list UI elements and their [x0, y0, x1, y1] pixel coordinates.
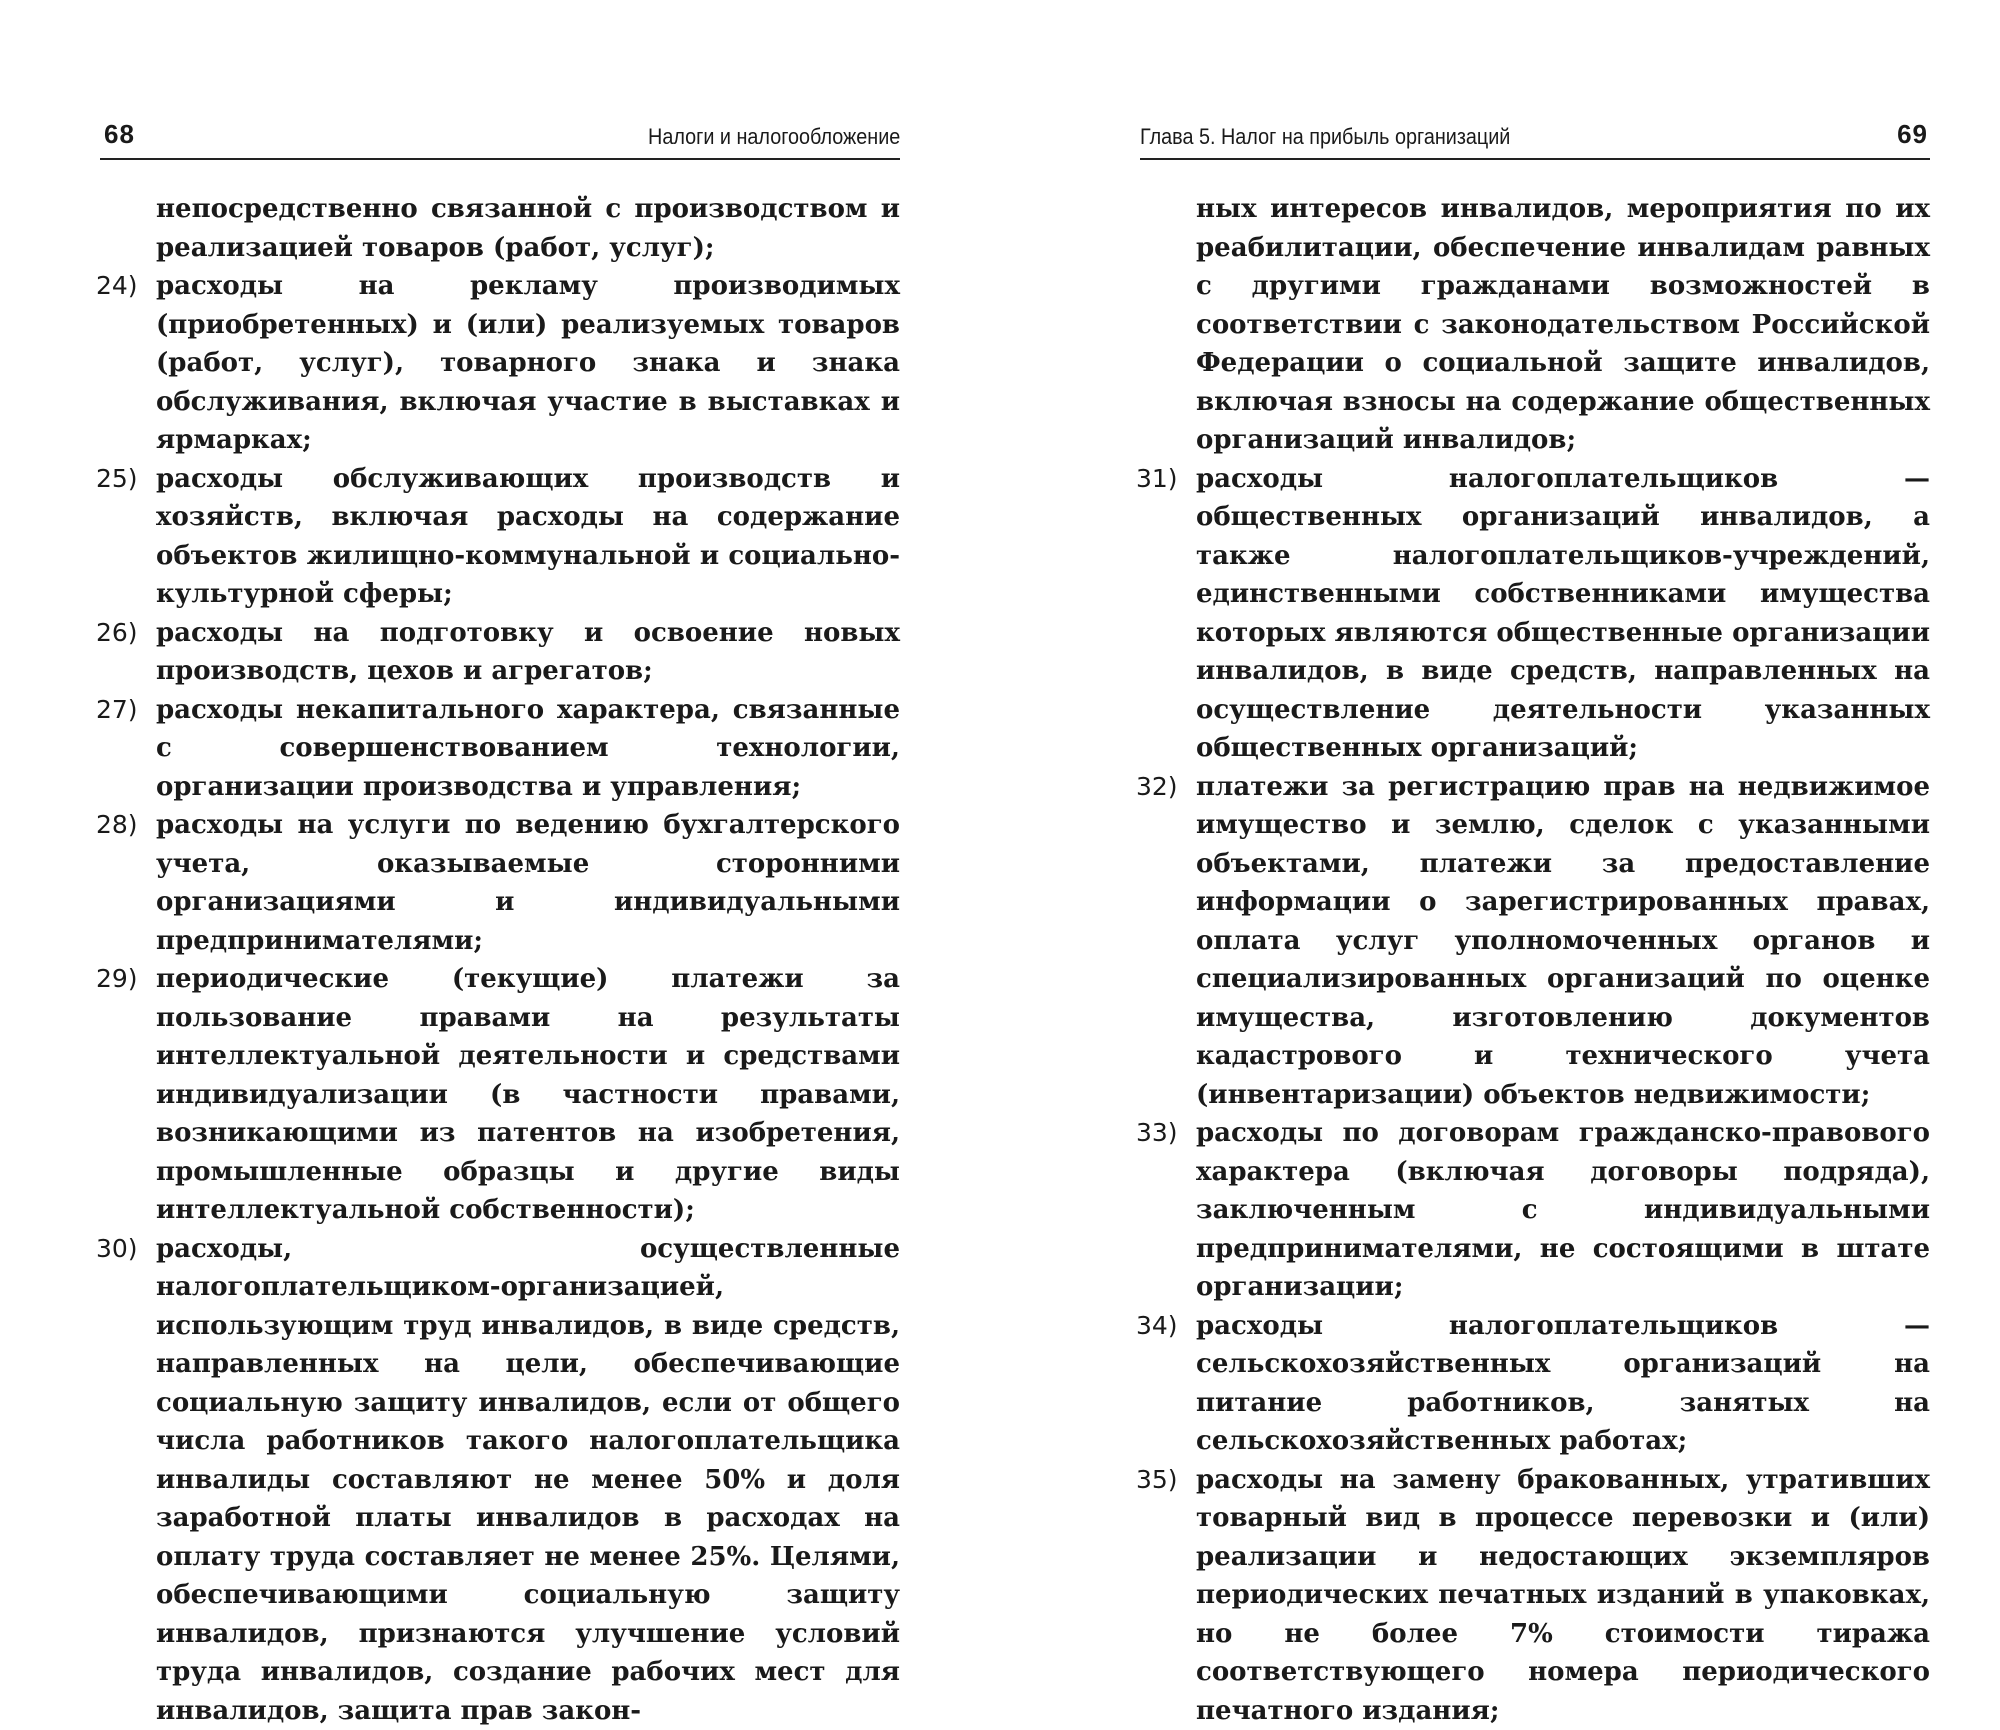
list-item: [1140, 768, 1930, 1115]
item-text: расходы на рекламу производимых (приобретенных) и (или) реализуемых товаров (работ, услуг), товарного знака и знака обслуживания, включая участие в выставках и ярмарках;: [156, 271, 900, 455]
item-number: 30): [96, 1230, 138, 1269]
item-text: расходы налогоплательщиков — сельскохозяйственных организаций на питание работников, занятых на сельскохозяйственных работах;: [1196, 1311, 1930, 1457]
right-running-head: [1140, 112, 1930, 160]
item-number: 32): [1136, 768, 1178, 807]
list-item: [100, 806, 900, 960]
left-page: [100, 0, 900, 1652]
item-number: 24): [96, 267, 138, 306]
item-text: расходы некапитального характера, связанные с совершенствованием технологии, организации производства и управления;: [156, 695, 900, 802]
item-number: 33): [1136, 1114, 1178, 1153]
list-item: [100, 614, 900, 691]
list-item: [100, 1230, 900, 1730]
list-item: [1140, 1114, 1930, 1307]
item-number: 35): [1136, 1461, 1178, 1500]
left-running-head: [100, 112, 900, 160]
item-number: 34): [1136, 1307, 1178, 1346]
item-number: 26): [96, 614, 138, 653]
right-page-number: 69: [1897, 119, 1928, 150]
list-item: [1140, 1461, 1930, 1730]
item-number: 25): [96, 460, 138, 499]
right-continuation-text: ных интересов инвалидов, мероприятия по их реабилитации, обеспечение инвалидам равных с другими гражданами возможностей в соответствии с законодательством Российской Федерации о социальной защите инвалидов, включая взносы на содержание общественных организаций инвалидов;: [1140, 190, 1930, 460]
item-text: расходы, осуществленные налогоплательщиком-организацией, использующим труд инвалидов, в виде средств, направленных на цели, обеспечивающие социальную защиту инвалидов, если от общего числа работников такого налогоплательщика инвалиды составляют не менее 50% и доля заработной платы инвалидов в расходах на оплату труда составляет не менее 25%. Целями, обеспечивающими социальную защиту инвалидов, признаются улучшение условий труда инвалидов, создание рабочих мест для инвалидов, защита прав закон-: [156, 1234, 900, 1726]
item-text: расходы налогоплательщиков — общественных организаций инвалидов, а также налогоплательщиков-учреждений, единственными собственниками имущества которых являются общественные организации инвалидов, в виде средств, направленных на осуществление деятельности указанных общественных организаций;: [1196, 464, 1930, 764]
item-text: расходы на подготовку и освоение новых производств, цехов и агрегатов;: [156, 618, 900, 687]
right-page: [1140, 0, 1930, 1652]
item-text: расходы по договорам гражданско-правового характера (включая договоры подряда), заключенным с индивидуальными предпринимателями, не состоящими в штате организации;: [1196, 1118, 1930, 1302]
left-continuation-text: непосредственно связанной с производством и реализацией товаров (работ, услуг);: [100, 190, 900, 267]
right-running-title: Глава 5. Налог на прибыль организаций: [1140, 124, 1510, 150]
right-page-body: [1140, 190, 1930, 1730]
item-number: 28): [96, 806, 138, 845]
list-item: [100, 691, 900, 807]
list-item: [100, 460, 900, 614]
left-page-body: [100, 190, 900, 1730]
item-number: 27): [96, 691, 138, 730]
item-number: 29): [96, 960, 138, 999]
item-number: 31): [1136, 460, 1178, 499]
list-item: [100, 267, 900, 460]
item-text: расходы на замену бракованных, утративших товарный вид в процессе перевозки и (или) реализации и недостающих экземпляров периодических печатных изданий в упаковках, но не более 7% стоимости тиража соответствующего номера периодического печатного издания;: [1196, 1465, 1930, 1726]
item-text: периодические (текущие) платежи за пользование правами на результаты интеллектуальной деятельности и средствами индивидуализации (в частности правами, возникающими из патентов на изобретения, промышленные образцы и другие виды интеллектуальной собственности);: [156, 964, 900, 1225]
list-item: [1140, 460, 1930, 768]
item-text: платежи за регистрацию прав на недвижимое имущество и землю, сделок с указанными объектами, платежи за предоставление информации о зарегистрированных правах, оплата услуг уполномоченных органов и специализированных организаций по оценке имущества, изготовлению документов кадастрового и технического учета (инвентаризации) объектов недвижимости;: [1196, 772, 1930, 1110]
item-text: расходы обслуживающих производств и хозяйств, включая расходы на содержание объектов жилищно-коммунальной и социально-культурной сферы;: [156, 464, 900, 610]
left-page-number: 68: [104, 119, 135, 150]
list-item: [1140, 1307, 1930, 1461]
item-text: расходы на услуги по ведению бухгалтерского учета, оказываемые сторонними организациями и индивидуальными предпринимателями;: [156, 810, 900, 956]
left-running-title: Налоги и налогообложение: [648, 124, 900, 150]
list-item: [100, 960, 900, 1230]
